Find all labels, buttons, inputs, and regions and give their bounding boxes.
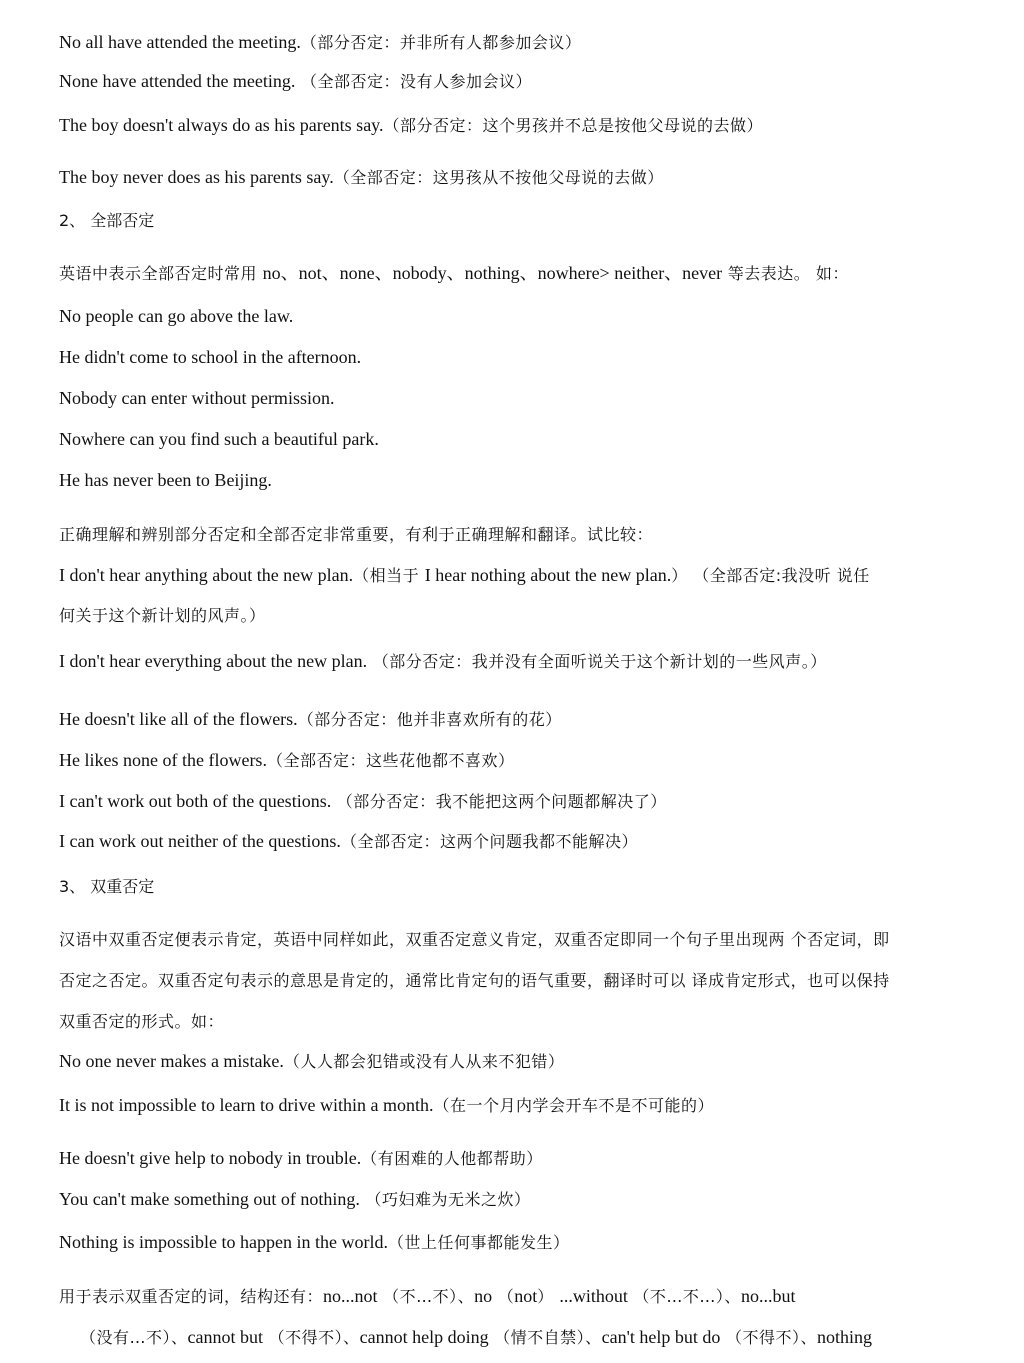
english-text: The boy never does as his parents say. [59,167,334,187]
chinese-text: （全部否定：这两个问题我都不能解决） [340,832,638,851]
compare-sentence-5 [59,790,667,813]
english-text: He doesn't give help to nobody in trouble. [59,1148,362,1168]
chinese-text: （部分否定：并非所有人都参加会议） [300,33,582,52]
compare-sentence-1-continued: 何关于这个新计划的风声。） [59,606,266,625]
double-negation-example-2 [59,1094,714,1117]
english-text: not [514,1286,538,1306]
double-negation-example-1 [59,1050,564,1073]
example-sentence: Nobody can enter without permission. [59,388,335,408]
sentence-total-negation-1 [59,70,532,93]
chinese-text: （情不自禁）、 [488,1328,602,1347]
chinese-text: 用于表示双重否定的词，结构还有： [59,1287,324,1306]
sentence-partial-negation-1 [59,31,581,54]
total-negation-intro [59,262,849,285]
chinese-text: （部分否定：我不能把这两个问题都解决了） [331,792,667,811]
chinese-text: （部分否定：我并没有全面听说关于这个新计划的一些风声。） [367,652,827,671]
chinese-text: （人人都会犯错或没有人从来不犯错） [283,1052,565,1071]
english-text: He doesn't like all of the flowers. [59,709,298,729]
english-text: I hear nothing about the new plan. [424,565,672,585]
chinese-text: （不…不）、 [377,1287,475,1306]
double-negation-example-3 [59,1147,543,1170]
intro-text-a: 英语中表示全部否定时常用 [59,264,263,283]
double-negation-paragraph-line: 双重否定的形式。如： [59,1012,225,1031]
chinese-text: （不…不…）、 [627,1287,741,1306]
english-text: No all have attended the meeting. [59,32,301,52]
english-text: no...but [740,1286,796,1306]
double-negation-paragraph-line: 否定之否定。双重否定句表示的意思是肯定的，通常比肯定句的语气重要，翻译时可以 译成肯定形式，也可以保持 [59,971,890,990]
chinese-text: （不得不）、 [720,1328,817,1347]
compare-intro: 正确理解和辨别部分否定和全部否定非常重要，有利于正确理解和翻译。试比较： [59,525,654,544]
chinese-text: （ [492,1287,515,1306]
english-text: cannot help doing [359,1327,489,1347]
intro-keywords: no、not、none、nobody、nothing、nowhere> neither、never [262,263,723,283]
sentence-partial-negation-2 [59,114,763,137]
chinese-text: （全部否定：这男孩从不按他父母说的去做） [333,168,664,187]
english-text: ...without [559,1286,628,1306]
chinese-text: （部分否定：他并非喜欢所有的花） [297,710,562,729]
chinese-text: （有困难的人他都帮助） [361,1149,543,1168]
chinese-text: （不得不）、 [263,1328,360,1347]
example-sentence: He didn't come to school in the afternoon. [59,347,362,367]
english-text: I can't work out both of the questions. [59,791,332,811]
double-negation-structures-line-1 [59,1285,795,1308]
compare-sentence-3 [59,708,562,731]
compare-sentence-4 [59,749,514,772]
chinese-text: ） [537,1287,560,1306]
compare-sentence-6 [59,830,638,853]
intro-text-c: 等去表达。 如： [722,264,849,283]
english-text: No one never makes a mistake. [59,1051,284,1071]
sentence-total-negation-2 [59,166,664,189]
section-heading-double-negation: 3、 双重否定 [59,877,155,896]
english-text: I can work out neither of the questions. [59,831,341,851]
english-text: He likes none of the flowers. [59,750,267,770]
english-text: None have attended the meeting. [59,71,296,91]
chinese-text: （全部否定：这些花他都不喜欢） [266,751,515,770]
english-text: You can't make something out of nothing. [59,1189,360,1209]
english-text: The boy doesn't always do as his parents say. [59,115,384,135]
example-sentence: He has never been to Beijing. [59,470,272,490]
compare-sentence-1 [59,564,870,587]
english-text: no [474,1286,493,1306]
chinese-text: （相当于 [353,566,425,585]
chinese-text: （巧妇难为无米之炊） [359,1190,531,1209]
english-text: cannot but [187,1327,263,1347]
double-negation-example-5 [59,1231,570,1254]
english-text: Nothing is impossible to happen in the world. [59,1232,388,1252]
english-text: nothing [816,1327,872,1347]
compare-sentence-2 [59,650,827,673]
chinese-text: ） （全部否定:我没听 说任 [671,566,870,585]
chinese-text: （在一个月内学会开车不是不可能的） [433,1096,714,1115]
english-text: no...not [323,1286,378,1306]
chinese-text: （全部否定：没有人参加会议） [295,72,533,91]
chinese-text: （没有…不）、 [80,1328,188,1347]
double-negation-structures-line-2 [80,1326,872,1349]
english-text: I don't hear everything about the new plan. [59,651,368,671]
english-text: can't help but do [601,1327,721,1347]
example-sentence: No people can go above the law. [59,306,294,326]
section-heading-total-negation: 2、 全部否定 [59,211,155,230]
double-negation-paragraph-line: 汉语中双重否定便表示肯定，英语中同样如此，双重否定意义肯定，双重否定即同一个句子里出现两 个否定词，即 [59,930,890,949]
chinese-text: （世上任何事都能发生） [387,1233,570,1252]
example-sentence: Nowhere can you find such a beautiful park. [59,429,379,449]
english-text: It is not impossible to learn to drive within a month. [59,1095,434,1115]
english-text: I don't hear anything about the new plan. [59,565,354,585]
chinese-text: （部分否定：这个男孩并不总是按他父母说的去做） [383,116,764,135]
double-negation-example-4 [59,1188,531,1211]
